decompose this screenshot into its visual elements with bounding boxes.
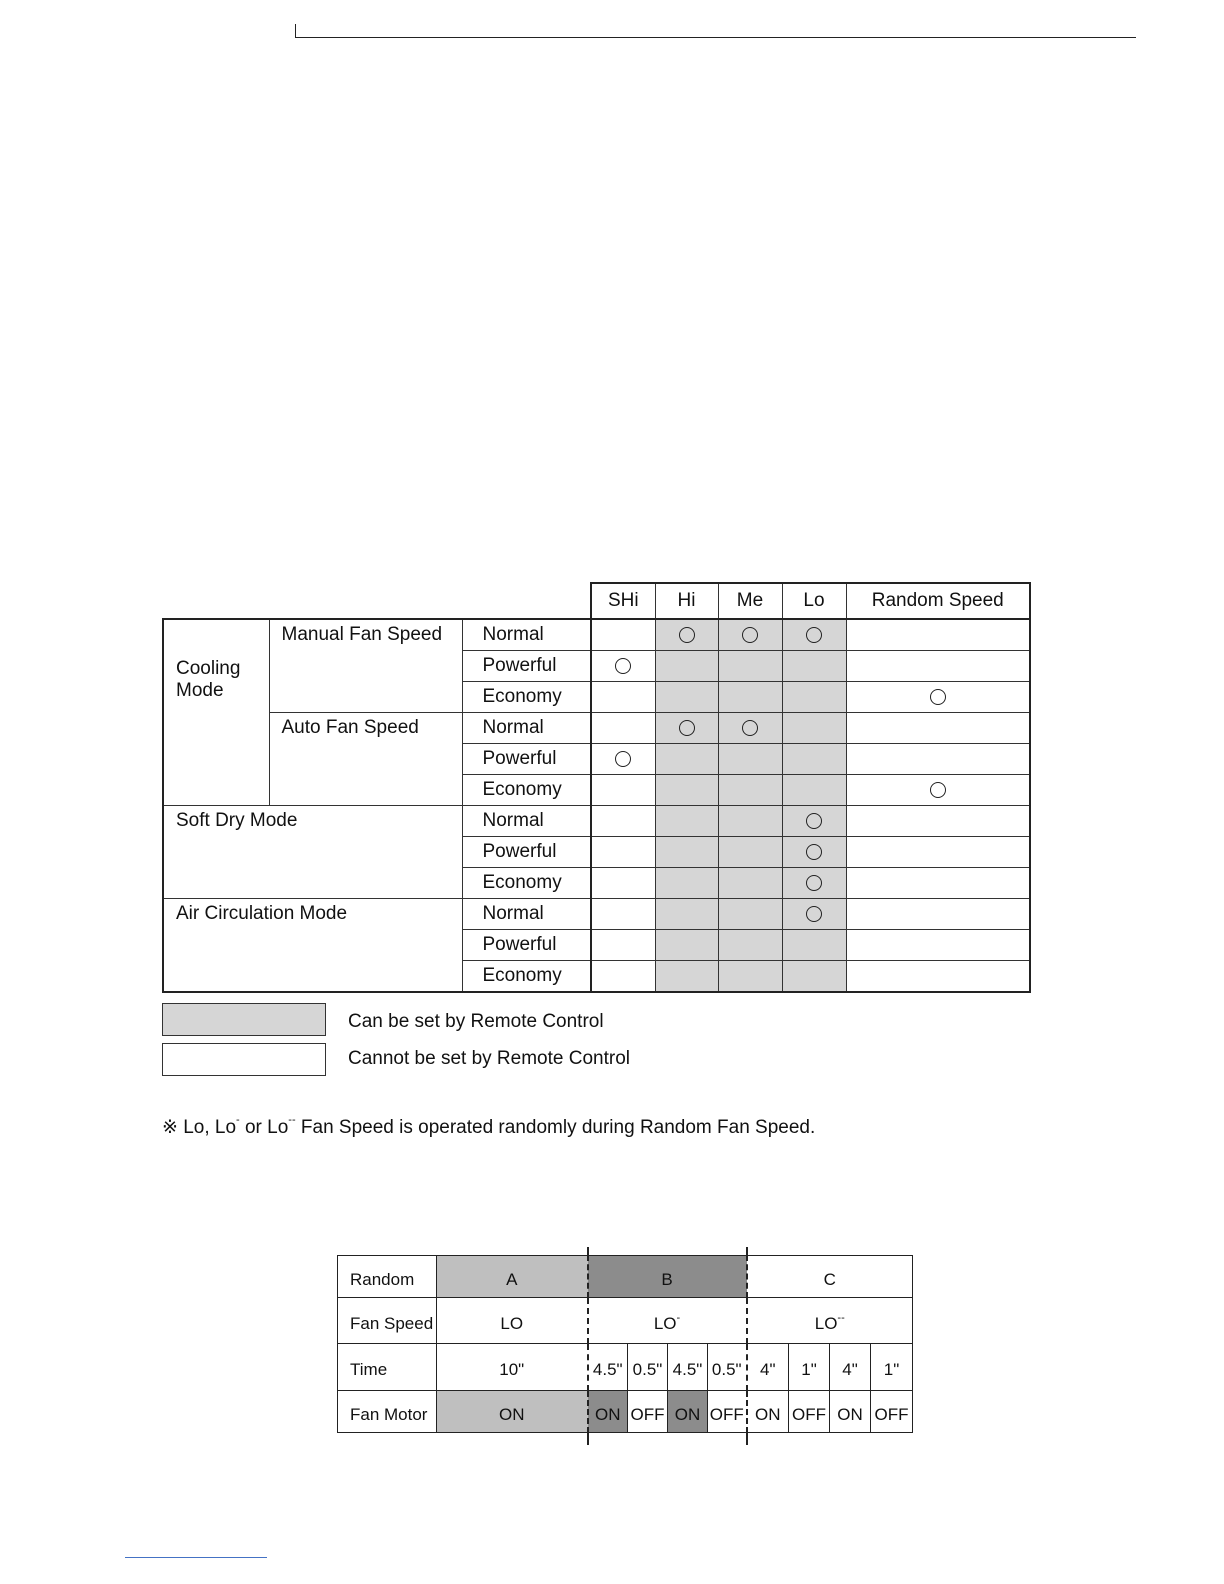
op-powerful: Powerful [462,744,591,775]
op-economy: Economy [462,868,591,899]
cell [591,806,655,837]
cell-mark [782,868,846,899]
op-economy: Economy [462,682,591,713]
legend-settable: Can be set by Remote Control [348,1011,604,1032]
cell [718,806,782,837]
mode-soft-dry: Soft Dry Mode [163,806,462,899]
col-header-lo: Lo [782,583,846,619]
cell [718,930,782,961]
cell-mark [591,744,655,775]
cell [718,868,782,899]
phase-a: A [437,1256,588,1298]
cell [846,961,1030,993]
circle-mark-icon [679,720,695,736]
circle-mark-icon [930,689,946,705]
cell [718,775,782,806]
cell [782,775,846,806]
circle-mark-icon [806,627,822,643]
cell [655,930,718,961]
cell [655,961,718,993]
circle-mark-icon [806,844,822,860]
circle-mark-icon [742,720,758,736]
motor-cell: OFF [628,1391,668,1433]
speed-b-label: LO [653,1313,677,1333]
phase-divider-top-b [587,1247,589,1256]
cell-mark [846,682,1030,713]
circle-mark-icon [742,627,758,643]
motor-cell: ON [668,1391,708,1433]
cell-mark [782,899,846,930]
cell-mark [591,651,655,682]
cell [591,868,655,899]
time-cell: 4.5" [588,1344,628,1391]
note-sup2: -- [288,1114,296,1126]
op-normal: Normal [462,713,591,744]
cell [846,651,1030,682]
row-label-fan-motor: Fan Motor [338,1391,437,1433]
mode-air-circulation: Air Circulation Mode [163,899,462,993]
cell [846,868,1030,899]
legend-swatch-gray [162,1003,326,1036]
motor-cell: ON [830,1391,871,1433]
circle-mark-icon [679,627,695,643]
cell-mark [718,713,782,744]
submode-auto-fan-speed: Auto Fan Speed [269,713,462,806]
col-header-hi: Hi [655,583,718,619]
cell [718,899,782,930]
cell [591,837,655,868]
op-powerful: Powerful [462,651,591,682]
cell [655,868,718,899]
cell [846,744,1030,775]
cell-mark [782,806,846,837]
cell [846,930,1030,961]
cell-mark [655,713,718,744]
cell [846,713,1030,744]
phase-divider-bottom-b [587,1433,589,1445]
note-mid: or Lo [239,1117,289,1138]
op-normal: Normal [462,619,591,651]
footer-rule [125,1557,267,1558]
legend-not-settable: Cannot be set by Remote Control [348,1048,630,1069]
circle-mark-icon [615,658,631,674]
op-economy: Economy [462,961,591,993]
cell [782,713,846,744]
cell [782,651,846,682]
time-cell: 1" [871,1344,913,1391]
row-label-fan-speed: Fan Speed [338,1298,437,1344]
op-powerful: Powerful [462,837,591,868]
col-header-shi: SHi [591,583,655,619]
motor-cell: ON [437,1391,588,1433]
cell [718,682,782,713]
note-post: Fan Speed is operated randomly during Random Fan Speed. [295,1117,816,1138]
speed-c [747,1298,913,1344]
cell [655,682,718,713]
mode-cooling: Cooling Mode [163,619,269,806]
cell [718,651,782,682]
op-normal: Normal [462,899,591,930]
time-cell: 0.5" [628,1344,668,1391]
cell [846,806,1030,837]
speed-b-sup: - [676,1311,681,1324]
speed-c-label: LO [814,1313,838,1333]
speed-b [588,1298,747,1344]
time-cell: 4.5" [668,1344,708,1391]
note-pre: Lo, Lo [183,1117,237,1138]
cell [846,899,1030,930]
col-header-random-speed: Random Speed [846,583,1030,619]
row-label-time: Time [338,1344,437,1391]
cell [718,744,782,775]
header-rule [296,37,1136,38]
reference-mark-icon: ※ [162,1117,178,1138]
cell [591,961,655,993]
cell [655,744,718,775]
op-powerful: Powerful [462,930,591,961]
cell [782,682,846,713]
random-speed-table [337,1255,913,1433]
phase-divider-top-c [746,1247,748,1256]
circle-mark-icon [615,751,631,767]
cell [591,899,655,930]
motor-cell: OFF [708,1391,747,1433]
cell [718,837,782,868]
cell-mark [846,775,1030,806]
legend-swatch-white [162,1043,326,1076]
cell [782,961,846,993]
cell-mark [782,837,846,868]
cell [655,899,718,930]
motor-cell: OFF [789,1391,830,1433]
motor-cell: ON [588,1391,628,1433]
circle-mark-icon [806,906,822,922]
cell-mark [718,619,782,651]
note-sup1: - [236,1114,240,1126]
submode-manual-fan-speed: Manual Fan Speed [269,619,462,713]
time-cell: 0.5" [708,1344,747,1391]
cell [591,930,655,961]
cell-mark [782,619,846,651]
phase-b: B [588,1256,747,1298]
speed-c-sup: -- [837,1311,845,1324]
motor-cell: OFF [871,1391,913,1433]
cell [655,837,718,868]
speed-a: LO [437,1298,588,1344]
cell [591,775,655,806]
cell [782,930,846,961]
cell [591,713,655,744]
cell-mark [655,619,718,651]
random-speed-note [162,1116,815,1139]
row-label-random: Random [338,1256,437,1298]
cell [655,651,718,682]
fan-speed-table [162,582,1031,993]
cell [846,619,1030,651]
circle-mark-icon [930,782,946,798]
op-normal: Normal [462,806,591,837]
circle-mark-icon [806,875,822,891]
motor-cell: ON [747,1391,789,1433]
cell [655,806,718,837]
phase-c: C [747,1256,913,1298]
cell [655,775,718,806]
time-cell: 4" [830,1344,871,1391]
cell [718,961,782,993]
cell [591,682,655,713]
cell [846,837,1030,868]
phase-divider-bottom-c [746,1433,748,1445]
cell [591,619,655,651]
time-cell: 4" [747,1344,789,1391]
time-cell: 1" [789,1344,830,1391]
col-header-me: Me [718,583,782,619]
header-tick [295,24,296,38]
cell [782,744,846,775]
circle-mark-icon [806,813,822,829]
time-cell: 10" [437,1344,588,1391]
op-economy: Economy [462,775,591,806]
